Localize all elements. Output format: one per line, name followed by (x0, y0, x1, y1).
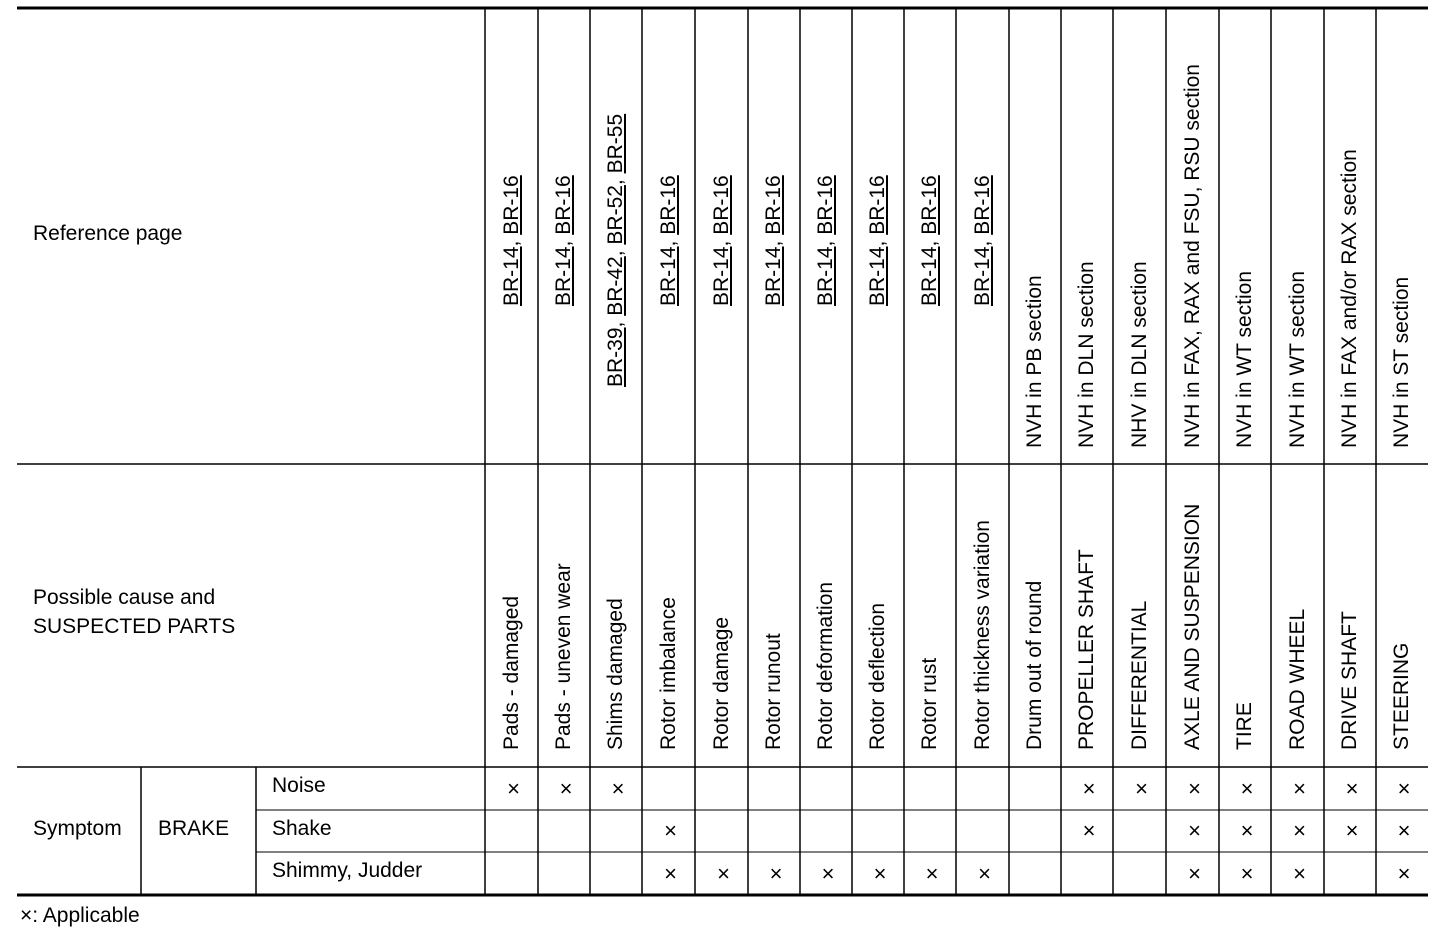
reference-link[interactable]: BR-14 (866, 246, 889, 306)
suspected-part: ROAD WHEEL (1285, 608, 1309, 750)
suspected-part: Pads - damaged (499, 595, 523, 750)
reference-link[interactable]: BR-14 (762, 246, 785, 306)
reference-link[interactable]: BR-16 (814, 175, 837, 235)
applicable-mark: × (1188, 860, 1201, 886)
reference-separator: , (604, 173, 627, 186)
reference-separator: , (499, 234, 523, 247)
reference-cell (971, 175, 995, 306)
symptom-label: Symptom (33, 817, 122, 840)
applicable-mark: × (559, 775, 573, 801)
legend: ×: Applicable (20, 904, 140, 927)
applicable-mark: × (664, 860, 677, 886)
reference-link[interactable]: BR-16 (762, 175, 785, 235)
applicable-mark: × (769, 860, 783, 886)
symptom-row-label: Noise (272, 774, 326, 797)
reference-link[interactable]: BR-14 (709, 246, 733, 306)
applicable-mark: × (1240, 818, 1254, 843)
reference-link[interactable]: BR-14 (499, 246, 523, 306)
reference-separator: , (604, 315, 627, 328)
reference-cell: NVH in FAX, RAX and FSU, RSU section (1180, 64, 1204, 448)
applicable-mark: × (978, 860, 991, 886)
applicable-mark: × (717, 860, 730, 886)
applicable-mark: × (1082, 775, 1096, 801)
reference-cell (500, 175, 524, 306)
reference-cell: NVH in PB section (1023, 275, 1046, 448)
suspected-part: Rotor runout (762, 633, 785, 750)
possible-cause-label: Possible cause and (33, 586, 216, 609)
reference-link[interactable]: BR-42 (604, 256, 627, 316)
reference-link[interactable]: BR-55 (604, 113, 627, 174)
reference-cell (657, 175, 681, 306)
suspected-part: Drum out of round (1023, 580, 1046, 750)
applicable-mark: × (1188, 818, 1201, 843)
reference-link[interactable]: BR-14 (918, 246, 941, 306)
applicable-mark: × (1082, 818, 1096, 843)
suspected-part: Rotor deflection (866, 602, 889, 750)
suspected-part: DRIVE SHAFT (1338, 611, 1361, 750)
brake-label: BRAKE (158, 817, 230, 840)
reference-link[interactable]: BR-14 (970, 246, 994, 306)
reference-separator: , (604, 244, 627, 257)
reference-link[interactable]: BR-16 (970, 175, 994, 235)
applicable-mark: × (507, 775, 520, 801)
symptom-row-label: Shimmy, Judder (272, 859, 423, 882)
reference-link[interactable]: BR-16 (552, 175, 575, 235)
reference-cell (866, 175, 890, 306)
reference-separator: , (552, 234, 575, 247)
suspected-part: Rotor thickness variation (970, 520, 994, 750)
applicable-mark: × (1293, 818, 1306, 843)
reference-link[interactable]: BR-14 (552, 246, 575, 306)
reference-link[interactable]: BR-16 (709, 175, 733, 235)
suspected-part: PROPELLER SHAFT (1075, 549, 1098, 750)
reference-cell: NVH in FAX and/or RAX section (1338, 149, 1361, 448)
reference-cell (762, 175, 786, 306)
applicable-mark: × (1397, 775, 1411, 801)
applicable-mark: × (1397, 818, 1411, 843)
suspected-part: STEERING (1390, 642, 1413, 750)
applicable-mark: × (1293, 775, 1306, 801)
reference-cell (918, 175, 942, 306)
reference-link[interactable]: BR-14 (814, 246, 837, 306)
reference-separator: , (656, 234, 680, 247)
applicable-mark: × (1135, 775, 1148, 801)
reference-page-label: Reference page (33, 222, 183, 245)
applicable-mark: × (873, 860, 887, 886)
suspected-part: Rotor damage (709, 616, 733, 750)
applicable-mark: × (1293, 860, 1306, 886)
reference-link[interactable]: BR-16 (918, 175, 941, 235)
reference-cell (710, 175, 734, 306)
reference-separator: , (762, 234, 785, 247)
suspected-part: Rotor imbalance (656, 597, 680, 750)
applicable-mark: × (821, 860, 835, 886)
reference-link[interactable]: BR-52 (604, 185, 627, 245)
reference-separator: , (918, 234, 941, 247)
reference-separator: , (709, 234, 733, 247)
suspected-parts-label: SUSPECTED PARTS (33, 615, 236, 638)
reference-cell: NVH in WT section (1285, 271, 1309, 448)
reference-link[interactable]: BR-16 (866, 175, 889, 235)
suspected-part: Pads - uneven wear (552, 563, 575, 750)
suspected-part: Rotor deformation (814, 581, 837, 750)
reference-link[interactable]: BR-16 (656, 175, 680, 235)
suspected-part: Rotor rust (918, 657, 941, 750)
applicable-mark: × (611, 775, 625, 801)
symptom-row-label: Shake (272, 817, 332, 840)
suspected-part: TIRE (1233, 702, 1256, 750)
applicable-mark: × (1240, 775, 1254, 801)
reference-cell: NVH in DLN section (1075, 261, 1098, 448)
applicable-mark: × (1397, 860, 1411, 886)
reference-separator: , (970, 234, 994, 247)
applicable-mark: × (1188, 775, 1201, 801)
reference-link[interactable]: BR-16 (499, 175, 523, 235)
reference-link[interactable]: BR-39 (604, 327, 627, 387)
reference-cell: NVH in WT section (1233, 271, 1256, 448)
applicable-mark: × (925, 860, 939, 886)
suspected-part: Shims damaged (604, 598, 627, 750)
applicable-mark: × (1240, 860, 1254, 886)
reference-cell: NHV in DLN section (1127, 261, 1151, 448)
reference-separator: , (866, 234, 889, 247)
applicable-mark: × (664, 818, 677, 843)
suspected-part: AXLE AND SUSPENSION (1180, 503, 1204, 750)
reference-cell: NVH in ST section (1390, 276, 1413, 448)
reference-cell (814, 175, 838, 306)
applicable-mark: × (1345, 775, 1359, 801)
reference-cell (552, 175, 576, 306)
reference-cell (604, 114, 628, 387)
suspected-part: DIFFERENTIAL (1127, 600, 1151, 750)
reference-link[interactable]: BR-14 (656, 246, 680, 306)
applicable-mark: × (1345, 818, 1359, 843)
reference-separator: , (814, 234, 837, 247)
